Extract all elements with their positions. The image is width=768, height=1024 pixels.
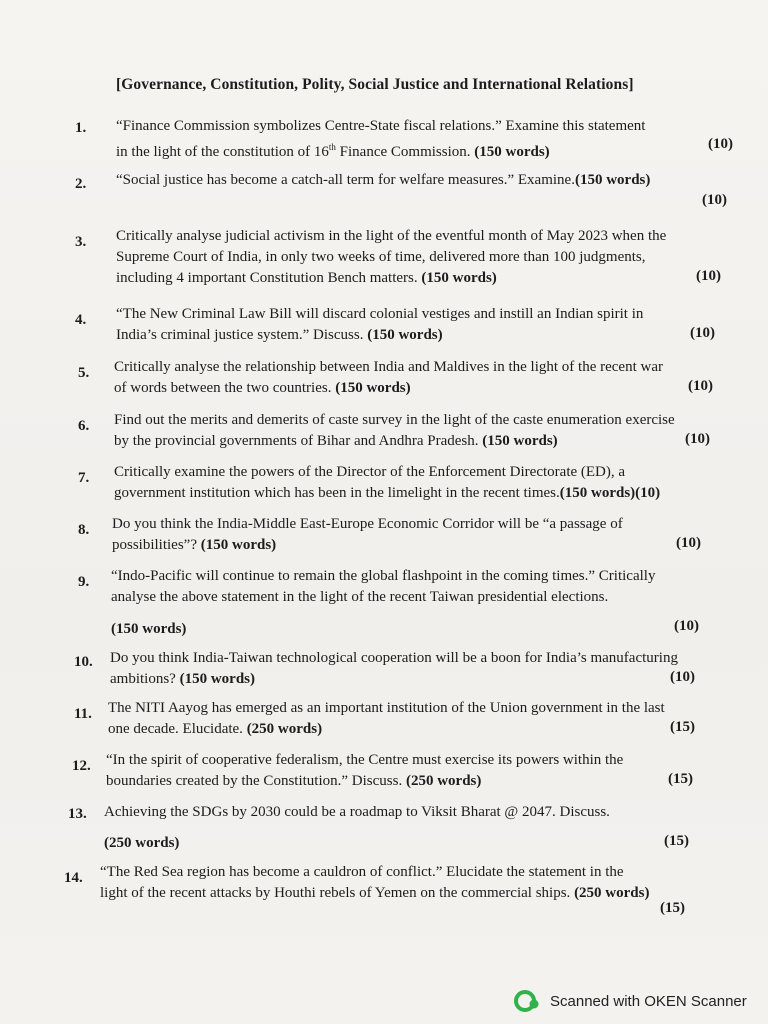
question-text-line: government institution which has been in the limelight in the recent times.(150 words)(10) <box>114 485 661 501</box>
word-limit: (250 words) <box>246 721 323 737</box>
question-text-line: boundaries created by the Constitution.” Discuss. (250 words) <box>106 773 482 789</box>
question-5 <box>0 357 768 399</box>
word-limit: (150 words) <box>421 270 497 286</box>
section-heading: [Governance, Constitution, Polity, Social Justice and International Relations] <box>116 76 634 93</box>
word-limit: (150 words) <box>574 172 651 188</box>
marks: (10) <box>690 325 715 341</box>
question-text-line: “The Red Sea region has become a cauldron of conflict.” Elucidate the statement in the <box>100 864 624 880</box>
question-14 <box>0 862 768 922</box>
question-number: 13. <box>68 806 87 822</box>
question-text-line: Do you think the India-Middle East-Europe Economic Corridor will be “a passage of <box>112 516 623 532</box>
question-text-line: ambitions? (150 words) <box>110 671 255 687</box>
word-limit: (250 words) <box>104 835 180 851</box>
question-text-line: including 4 important Constitution Bench matters. (150 words) <box>116 270 497 286</box>
word-limit: (150 words) <box>367 327 443 343</box>
question-number: 1. <box>75 120 87 136</box>
question-text-line: “Indo-Pacific will continue to remain the global flashpoint in the coming times.” Critically <box>111 568 656 584</box>
marks: (15) <box>668 771 693 787</box>
marks: (10) <box>688 378 713 394</box>
question-text-line: possibilities”? (150 words) <box>112 537 277 553</box>
question-number: 7. <box>78 470 90 486</box>
question-number: 9. <box>78 574 90 590</box>
marks: (15) <box>660 900 685 916</box>
question-text-line: Critically analyse the relationship between India and Maldives in the light of the recent war <box>114 359 663 375</box>
marks: (10) <box>696 268 721 284</box>
word-limit: (250 words) <box>574 885 650 901</box>
question-text-line: light of the recent attacks by Houthi rebels of Yemen on the commercial ships. (250 words) <box>100 885 650 901</box>
question-6 <box>0 410 768 452</box>
question-text-line: Critically examine the powers of the Director of the Enforcement Directorate (ED), a <box>114 464 626 480</box>
question-text-line: one decade. Elucidate. (250 words) <box>108 721 323 737</box>
scanner-text: Scanned with OKEN Scanner <box>550 992 747 1010</box>
question-text-line: “The New Criminal Law Bill will discard colonial vestiges and instill an Indian spirit in <box>116 306 644 322</box>
question-text-line: India’s criminal justice system.” Discuss. (150 words) <box>116 327 443 343</box>
marks: (10) <box>635 485 661 501</box>
question-number: 11. <box>74 706 92 722</box>
question-9 <box>0 566 768 638</box>
question-12 <box>0 750 768 792</box>
question-number: 10. <box>74 654 93 670</box>
question-8 <box>0 514 768 556</box>
question-number: 5. <box>78 365 90 381</box>
question-text-line: in the light of the constitution of 16th Finance Commission. (150 words) <box>116 142 550 160</box>
question-1 <box>0 116 768 158</box>
question-text-line: Supreme Court of India, in only two weeks of time, delivered more than 100 judgments, <box>116 249 646 265</box>
word-limit: (150 words) <box>200 537 277 553</box>
question-text-line: Achieving the SDGs by 2030 could be a roadmap to Viksit Bharat @ 2047. Discuss. <box>104 804 610 820</box>
marks: (10) <box>674 618 699 634</box>
marks: (10) <box>670 669 695 685</box>
question-text-line: of words between the two countries. (150 words) <box>114 380 411 396</box>
question-text-line: Find out the merits and demerits of caste survey in the light of the caste enumeration exercise <box>114 412 675 428</box>
marks: (10) <box>708 136 733 152</box>
word-limit: (150 words) <box>559 485 636 501</box>
oken-logo-icon <box>514 988 540 1014</box>
word-limit: (150 words) <box>474 144 550 160</box>
question-text-line: “In the spirit of cooperative federalism, the Centre must exercise its powers within the <box>106 752 624 768</box>
marks: (15) <box>664 833 689 849</box>
question-7 <box>0 462 768 504</box>
question-number: 8. <box>78 522 90 538</box>
question-text-line: Critically analyse judicial activism in the light of the eventful month of May 2023 when the <box>116 228 667 244</box>
question-10 <box>0 648 768 690</box>
word-limit: (150 words) <box>335 380 411 396</box>
question-number: 3. <box>75 234 87 250</box>
word-limit: (150 words) <box>111 621 187 637</box>
marks: (10) <box>685 431 710 447</box>
question-4 <box>0 304 768 346</box>
question-2 <box>0 170 768 212</box>
scanner-watermark <box>514 988 747 1014</box>
word-limit: (250 words) <box>405 773 482 789</box>
question-number: 4. <box>75 312 87 328</box>
question-13 <box>0 802 768 854</box>
question-number: 12. <box>72 758 91 774</box>
marks: (10) <box>702 192 727 208</box>
question-number: 6. <box>78 418 90 434</box>
question-text-line: Do you think India-Taiwan technological cooperation will be a boon for India’s manufacturing <box>110 650 678 666</box>
question-text-line: analyse the above statement in the light of the recent Taiwan presidential elections. <box>111 589 609 605</box>
question-number: 14. <box>64 870 83 886</box>
word-limit: (150 words) <box>482 433 558 449</box>
question-3 <box>0 226 768 290</box>
question-number: 2. <box>75 176 87 192</box>
question-text-line: “Social justice has become a catch-all term for welfare measures.” Examine.(150 words) <box>116 172 651 188</box>
question-11 <box>0 698 768 740</box>
question-text-line: by the provincial governments of Bihar and Andhra Pradesh. (150 words) <box>114 433 558 449</box>
marks: (10) <box>676 535 701 551</box>
word-limit: (150 words) <box>179 671 255 687</box>
question-text-line: “Finance Commission symbolizes Centre-State fiscal relations.” Examine this statement <box>116 118 646 134</box>
question-text-line: The NITI Aayog has emerged as an important institution of the Union government in the last <box>108 700 665 716</box>
marks: (15) <box>670 719 695 735</box>
